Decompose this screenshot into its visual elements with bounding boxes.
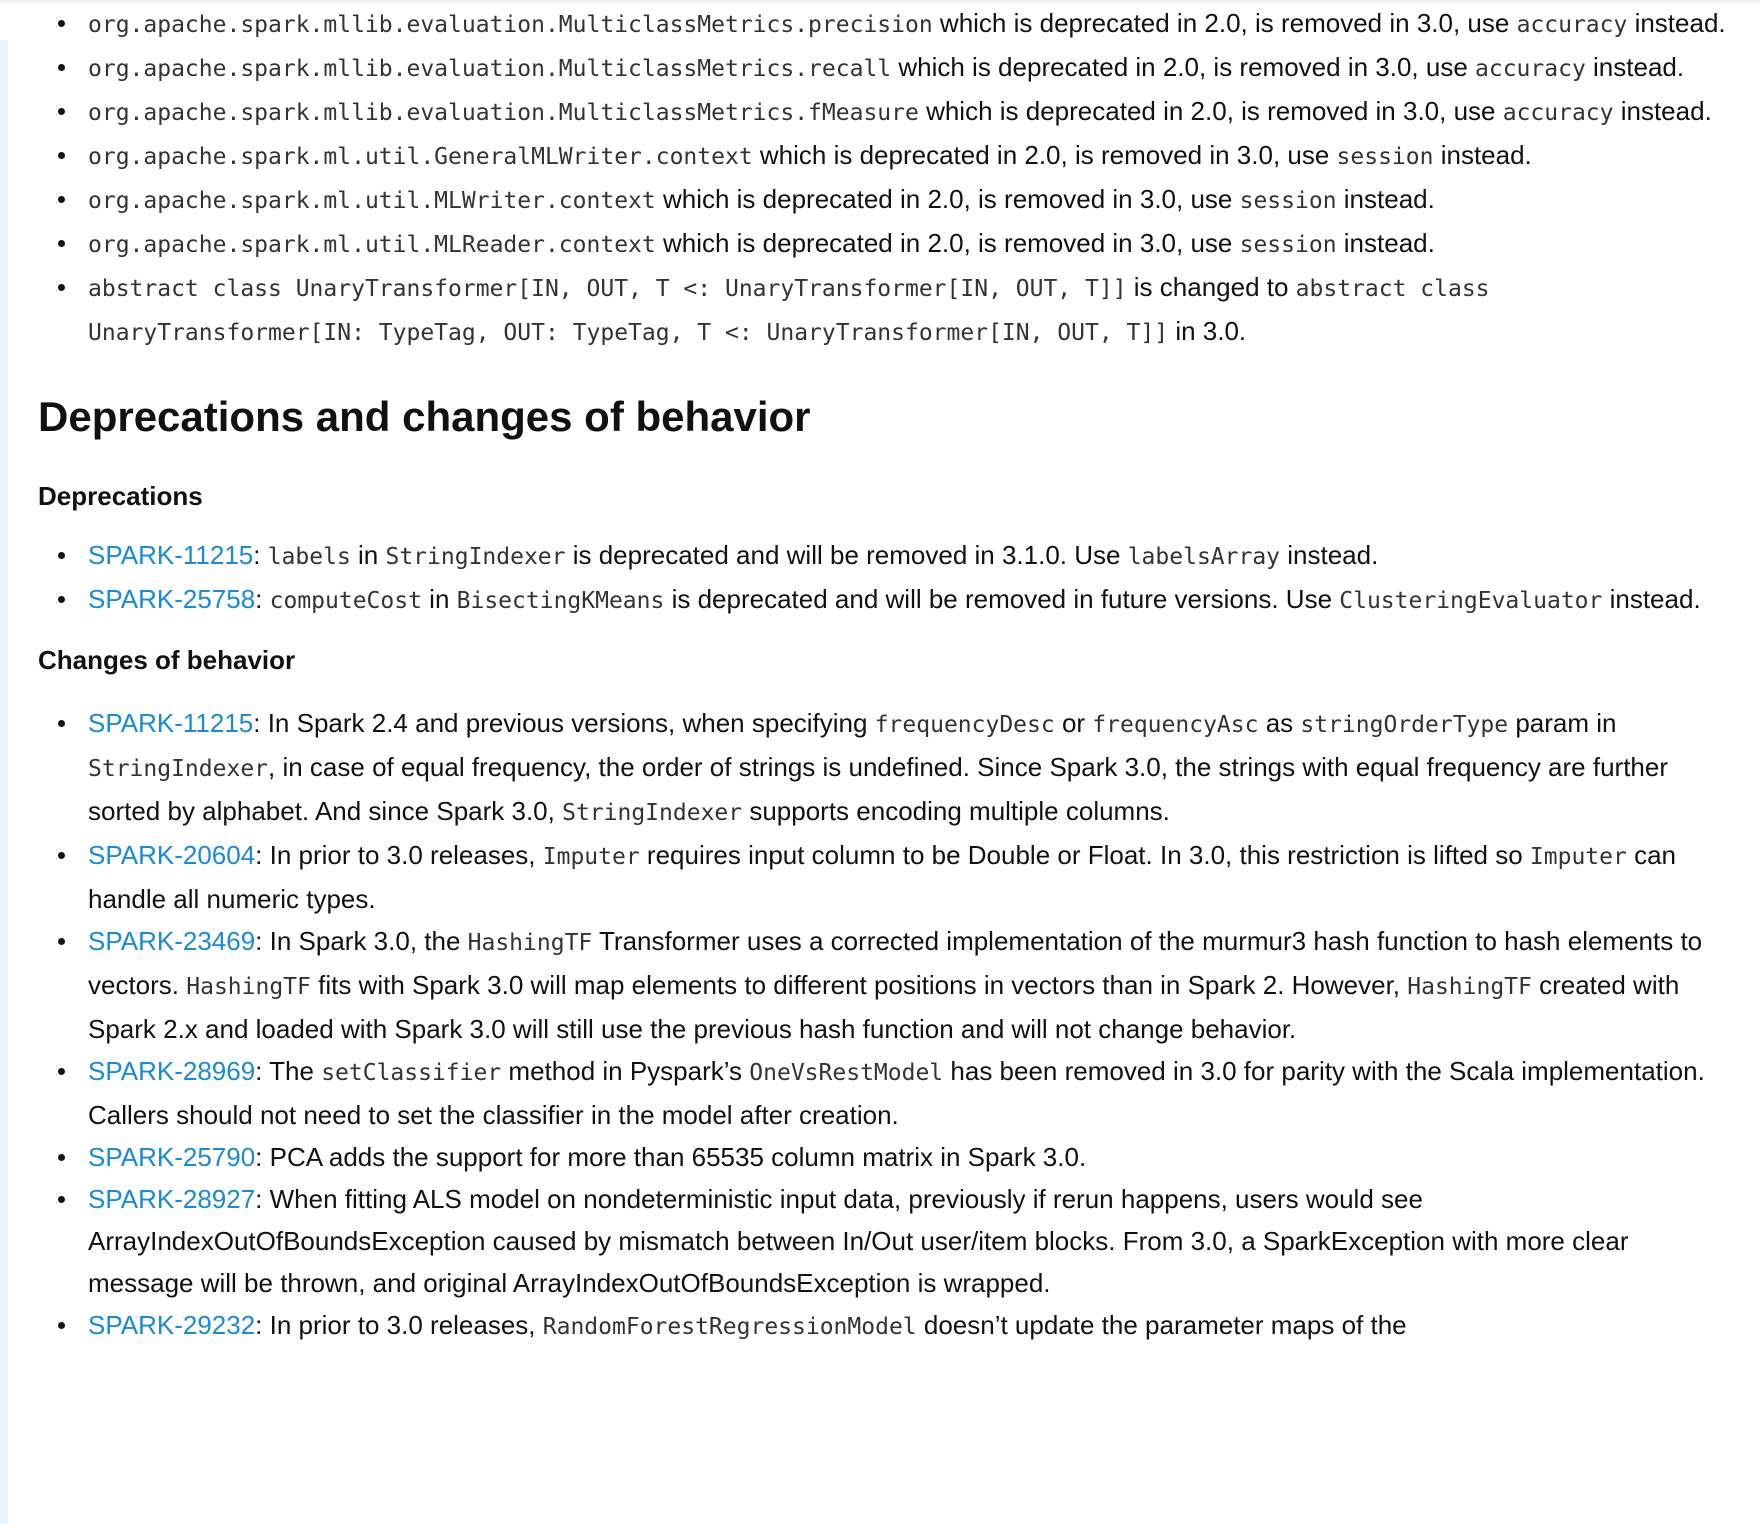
inline-code: abstract class UnaryTransformer[IN: TypeTag, OUT: TypeTag, T <: UnaryTransformer[IN, OUT, T]] bbox=[88, 276, 1490, 346]
inline-code: computeCost bbox=[269, 588, 422, 614]
inline-code: abstract class UnaryTransformer[IN, OUT, T <: UnaryTransformer[IN, OUT, T]] bbox=[88, 276, 1127, 302]
inline-code: StringIndexer bbox=[385, 544, 566, 570]
list-item: org.apache.spark.ml.util.MLWriter.context which is deprecated in 2.0, is removed in 3.0, use session instead. bbox=[88, 178, 1738, 222]
inline-code: accuracy bbox=[1502, 100, 1614, 126]
document-body bbox=[38, 0, 1738, 1348]
inline-code: session bbox=[1239, 188, 1337, 214]
list-item: SPARK-11215: In Spark 2.4 and previous versions, when specifying frequencyDesc or frequencyAsc as stringOrderType param in StringIndexer, in case of equal frequency, the order of strings is undefined. Since Spark 3.0, the strings with equal frequency are further sorted by alphabet. And since Spark 3.0, StringIndexer supports encoding multiple columns. bbox=[88, 702, 1738, 834]
list-item: SPARK-25758: computeCost in BisectingKMeans is deprecated and will be removed in future versions. Use ClusteringEvaluator instead. bbox=[88, 578, 1738, 622]
inline-code: accuracy bbox=[1516, 12, 1628, 38]
jira-link[interactable]: SPARK-25758 bbox=[88, 584, 256, 614]
list-item: SPARK-28969: The setClassifier method in Pyspark’s OneVsRestModel has been removed in 3.0 for parity with the Scala implementation. Callers should not need to set the classifier in the model after creation. bbox=[88, 1050, 1738, 1136]
inline-code: session bbox=[1239, 232, 1337, 258]
inline-code: HashingTF bbox=[1407, 974, 1532, 1000]
jira-link[interactable]: SPARK-28969 bbox=[88, 1056, 256, 1086]
list-item: org.apache.spark.ml.util.MLReader.context which is deprecated in 2.0, is removed in 3.0, use session instead. bbox=[88, 222, 1738, 266]
inline-code: frequencyDesc bbox=[874, 712, 1055, 738]
inline-code: org.apache.spark.ml.util.MLReader.context bbox=[88, 232, 656, 258]
jira-link[interactable]: SPARK-28927 bbox=[88, 1184, 256, 1214]
inline-code: accuracy bbox=[1475, 56, 1586, 82]
list-item: SPARK-25790: PCA adds the support for more than 65535 column matrix in Spark 3.0. bbox=[88, 1136, 1738, 1178]
list-item: SPARK-29232: In prior to 3.0 releases, RandomForestRegressionModel doesn’t update the parameter maps of the bbox=[88, 1304, 1738, 1348]
jira-link[interactable]: SPARK-11215 bbox=[88, 708, 254, 738]
inline-code: RandomForestRegressionModel bbox=[542, 1314, 917, 1340]
list-item: org.apache.spark.mllib.evaluation.MulticlassMetrics.fMeasure which is deprecated in 2.0, is removed in 3.0, use accuracy instead. bbox=[88, 90, 1738, 134]
jira-link[interactable]: SPARK-29232 bbox=[88, 1310, 256, 1340]
inline-code: org.apache.spark.mllib.evaluation.MulticlassMetrics.recall bbox=[88, 56, 892, 82]
inline-code: frequencyAsc bbox=[1092, 712, 1259, 738]
list-item: org.apache.spark.ml.util.GeneralMLWriter.context which is deprecated in 2.0, is removed in 3.0, use session instead. bbox=[88, 134, 1738, 178]
list-item: abstract class UnaryTransformer[IN, OUT, T <: UnaryTransformer[IN, OUT, T]] is changed to abstract class UnaryTransformer[IN: TypeTag, OUT: TypeTag, T <: UnaryTransformer[IN, OUT, T]] in 3.0. bbox=[88, 266, 1738, 354]
behavior-changes-list bbox=[38, 702, 1738, 1348]
inline-code: HashingTF bbox=[467, 930, 593, 956]
deprecations-heading: Deprecations bbox=[38, 481, 203, 511]
inline-code: labels bbox=[267, 544, 351, 570]
list-item: SPARK-28927: When fitting ALS model on nondeterministic input data, previously if rerun happens, users would see ArrayIndexOutOfBoundsException caused by mismatch between In/Out user/item blocks. From 3.0, a SparkException with more clear message will be thrown, and original ArrayIndexOutOfBoundsException is wrapped. bbox=[88, 1178, 1738, 1304]
inline-code: org.apache.spark.ml.util.MLWriter.context bbox=[88, 188, 656, 214]
inline-code: Imputer bbox=[542, 844, 640, 870]
inline-code: HashingTF bbox=[186, 974, 311, 1000]
inline-code: org.apache.spark.ml.util.GeneralMLWriter.context bbox=[88, 144, 753, 170]
inline-code: labelsArray bbox=[1127, 544, 1281, 570]
section-title: Deprecations and changes of behavior bbox=[38, 393, 811, 440]
inline-code: ClusteringEvaluator bbox=[1339, 588, 1603, 614]
inline-code: setClassifier bbox=[321, 1060, 502, 1086]
inline-code: Imputer bbox=[1529, 844, 1627, 870]
inline-code: OneVsRestModel bbox=[749, 1060, 944, 1086]
jira-link[interactable]: SPARK-25790 bbox=[88, 1142, 256, 1172]
list-item: SPARK-11215: labels in StringIndexer is deprecated and will be removed in 3.1.0. Use labelsArray instead. bbox=[88, 534, 1738, 578]
inline-code: stringOrderType bbox=[1300, 712, 1509, 738]
inline-code: org.apache.spark.mllib.evaluation.MulticlassMetrics.fMeasure bbox=[88, 100, 919, 126]
removed-apis-list bbox=[38, 2, 1738, 354]
jira-link[interactable]: SPARK-11215 bbox=[88, 540, 254, 570]
left-sidebar-rail bbox=[0, 40, 8, 1524]
behavior-heading: Changes of behavior bbox=[38, 645, 296, 675]
deprecations-list bbox=[38, 534, 1738, 622]
list-item: org.apache.spark.mllib.evaluation.MulticlassMetrics.precision which is deprecated in 2.0, is removed in 3.0, use accuracy instead. bbox=[88, 2, 1738, 46]
inline-code: BisectingKMeans bbox=[456, 588, 665, 614]
list-item: SPARK-23469: In Spark 3.0, the HashingTF Transformer uses a corrected implementation of the murmur3 hash function to hash elements to vectors. HashingTF fits with Spark 3.0 will map elements to different positions in vectors than in Spark 2. However, HashingTF created with Spark 2.x and loaded with Spark 3.0 will still use the previous hash function and will not change behavior. bbox=[88, 920, 1738, 1050]
inline-code: StringIndexer bbox=[88, 756, 269, 782]
list-item: SPARK-20604: In prior to 3.0 releases, Imputer requires input column to be Double or Float. In 3.0, this restriction is lifted so Imputer can handle all numeric types. bbox=[88, 834, 1738, 920]
inline-code: org.apache.spark.mllib.evaluation.MulticlassMetrics.precision bbox=[88, 12, 933, 38]
inline-code: session bbox=[1336, 144, 1434, 170]
inline-code: StringIndexer bbox=[562, 800, 743, 826]
list-item: org.apache.spark.mllib.evaluation.MulticlassMetrics.recall which is deprecated in 2.0, is removed in 3.0, use accuracy instead. bbox=[88, 46, 1738, 90]
jira-link[interactable]: SPARK-23469 bbox=[88, 926, 256, 956]
jira-link[interactable]: SPARK-20604 bbox=[88, 840, 256, 870]
